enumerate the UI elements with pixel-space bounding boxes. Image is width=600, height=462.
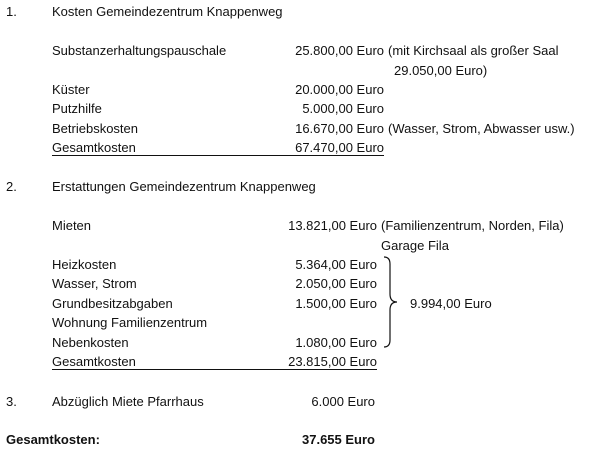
refund-brace-total: 9.994,00 Euro: [410, 296, 492, 311]
cost-note-substanz-2: 29.050,00 Euro): [394, 63, 488, 78]
refund-label-mieten: Mieten: [52, 218, 92, 233]
section-2-number: 2.: [6, 179, 17, 194]
refund-label-nebenkosten: Nebenkosten: [52, 335, 129, 350]
cost-note-betrieb: (Wasser, Strom, Abwasser usw.): [388, 121, 575, 136]
section-1-total-label: Gesamtkosten: [52, 140, 136, 155]
grand-total-label: Gesamtkosten:: [6, 432, 100, 447]
cost-label-kuester: Küster: [52, 82, 90, 97]
section-1-total-underline: [52, 155, 384, 156]
refund-label-wohnung: Wohnung Familienzentrum: [52, 315, 208, 330]
cost-amount-substanz: 25.800,00 Euro: [295, 43, 384, 58]
section-3-label: Abzüglich Miete Pfarrhaus: [52, 394, 204, 409]
grand-total-amount: 37.655 Euro: [302, 432, 375, 447]
curly-brace-icon: [382, 256, 400, 348]
section-2-total-underline: [52, 369, 377, 370]
section-1-title: Kosten Gemeindezentrum Knappenweg: [52, 4, 283, 19]
refund-note-mieten-2: Garage Fila: [381, 238, 449, 253]
cost-amount-kuester: 20.000,00 Euro: [295, 82, 384, 97]
refund-amount-wasser: 2.050,00 Euro: [295, 276, 377, 291]
cost-label-putzhilfe: Putzhilfe: [52, 101, 102, 116]
cost-note-substanz: (mit Kirchsaal als großer Saal: [388, 43, 559, 58]
cost-amount-betrieb: 16.670,00 Euro: [295, 121, 384, 136]
refund-label-wasser: Wasser, Strom: [52, 276, 137, 291]
refund-note-mieten: (Familienzentrum, Norden, Fila): [381, 218, 564, 233]
refund-label-heizkosten: Heizkosten: [52, 257, 117, 272]
refund-amount-mieten: 13.821,00 Euro: [288, 218, 377, 233]
cost-label-substanz: Substanzerhaltungspauschale: [52, 43, 227, 58]
section-3-amount: 6.000 Euro: [311, 394, 375, 409]
refund-label-grundbesitz: Grundbesitzabgaben: [52, 296, 173, 311]
section-3-number: 3.: [6, 394, 17, 409]
section-2-title: Erstattungen Gemeindezentrum Knappenweg: [52, 179, 316, 194]
cost-amount-putzhilfe: 5.000,00 Euro: [302, 101, 384, 116]
refund-amount-nebenkosten: 1.080,00 Euro: [295, 335, 377, 350]
cost-label-betrieb: Betriebskosten: [52, 121, 138, 136]
section-2-total-label: Gesamtkosten: [52, 354, 136, 369]
section-2-total-amount: 23.815,00 Euro: [288, 354, 377, 369]
section-1-total-amount: 67.470,00 Euro: [295, 140, 384, 155]
section-1-number: 1.: [6, 4, 17, 19]
refund-amount-grundbesitz: 1.500,00 Euro: [295, 296, 377, 311]
refund-amount-heizkosten: 5.364,00 Euro: [295, 257, 377, 272]
